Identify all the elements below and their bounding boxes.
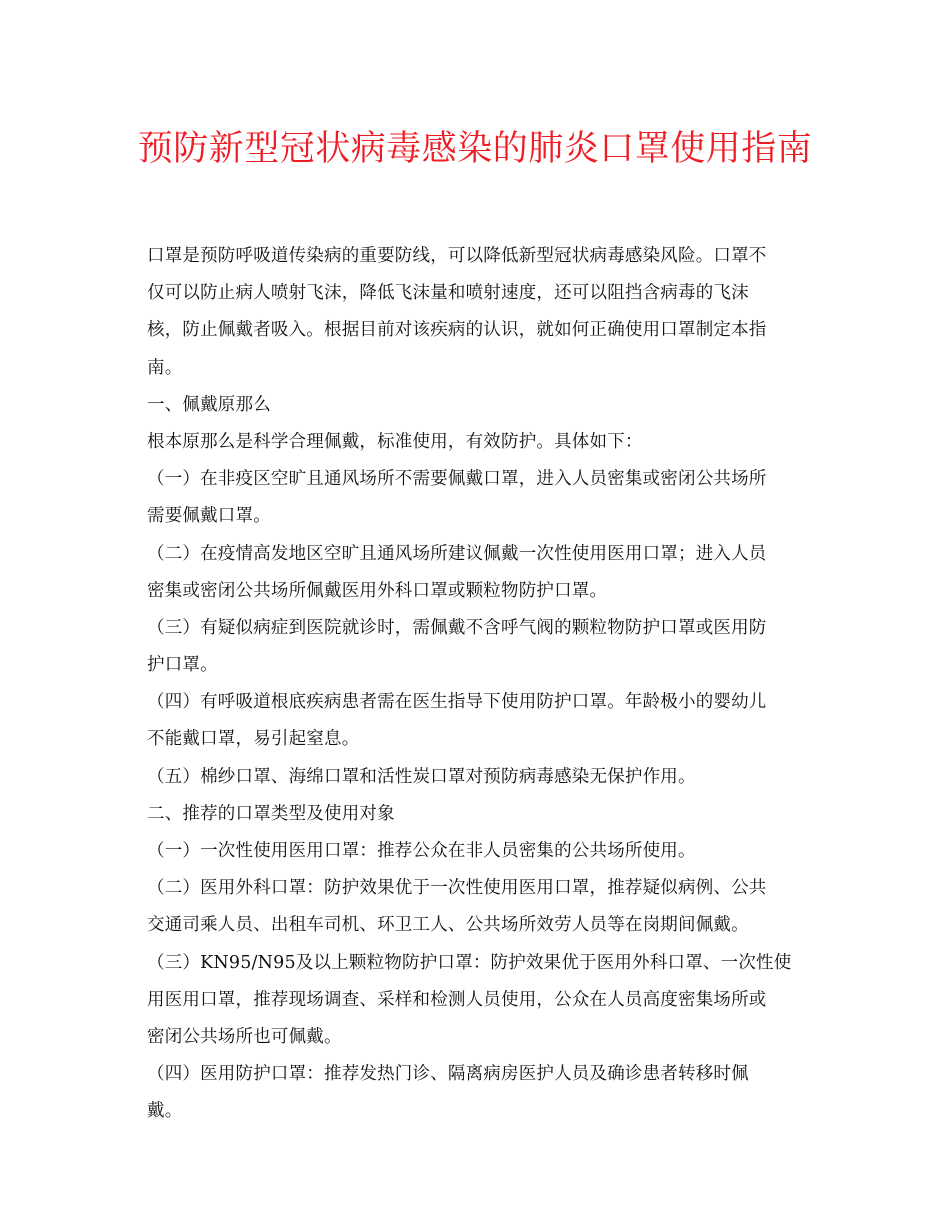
text-line: （一）在非疫区空旷且通风场所不需要佩戴口罩，进入人员密集或密闭公共场所 bbox=[147, 469, 767, 490]
section-heading: 二、推荐的口罩类型及使用对象 bbox=[147, 803, 395, 824]
text-line: （一）一次性使用医用口罩：推荐公众在非人员密集的公共场所使用。 bbox=[147, 841, 696, 861]
text-line: 护口罩。 bbox=[147, 655, 218, 676]
text-line: 根本原那么是科学合理佩戴，标准使用，有效防护。具体如下： bbox=[147, 431, 643, 452]
text-line: 戴。 bbox=[147, 1101, 183, 1122]
text-line: （二）医用外科口罩：防护效果优于一次性使用医用口罩，推荐疑似病例、公共 bbox=[147, 878, 767, 899]
text-line: 密集或密闭公共场所佩戴医用外科口罩或颗粒物防护口罩。 bbox=[147, 580, 608, 601]
document-body bbox=[147, 241, 810, 1134]
text-line: 不能戴口罩，易引起窒息。 bbox=[147, 729, 360, 750]
text-line: （三）KN95/N95及以上颗粒物防护口罩：防护效果优于医用外科口罩、一次性使 bbox=[147, 952, 792, 973]
text-line: （三）有疑似病症到医院就诊时，需佩戴不含呼气阀的颗粒物防护口罩或医用防 bbox=[147, 617, 767, 638]
text-line: 交通司乘人员、出租车司机、环卫工人、公共场所效劳人员等在岗期间佩戴。 bbox=[147, 915, 749, 936]
text-line: （二）在疫情高发地区空旷且通风场所建议佩戴一次性使用医用口罩；进入人员 bbox=[147, 543, 767, 564]
text-line: 需要佩戴口罩。 bbox=[147, 506, 271, 527]
text-line: 用医用口罩，推荐现场调查、采样和检测人员使用，公众在人员高度密集场所或 bbox=[147, 989, 767, 1010]
text-line: 核，防止佩戴者吸入。根据目前对该疾病的认识，就如何正确使用口罩制定本指 bbox=[147, 320, 767, 341]
section-heading: 一、佩戴原那么 bbox=[147, 394, 271, 415]
text-line: （四）医用防护口罩：推荐发热门诊、隔离病房医护人员及确诊患者转移时佩 bbox=[147, 1064, 749, 1085]
text-line: 仅可以防止病人喷射飞沫，降低飞沫量和喷射速度，还可以阻挡含病毒的飞沫 bbox=[147, 283, 749, 304]
text-line: 口罩是预防呼吸道传染病的重要防线，可以降低新型冠状病毒感染风险。口罩不 bbox=[147, 246, 767, 266]
text-line: （五）棉纱口罩、海绵口罩和活性炭口罩对预防病毒感染无保护作用。 bbox=[147, 766, 696, 787]
text-line: 南。 bbox=[147, 357, 183, 378]
document-title: 预防新型冠状病毒感染的肺炎口罩使用指南 bbox=[137, 129, 813, 169]
text-line: （四）有呼吸道根底疾病患者需在医生指导下使用防护口罩。年龄极小的婴幼儿 bbox=[147, 692, 767, 713]
text-line: 密闭公共场所也可佩戴。 bbox=[147, 1026, 342, 1047]
